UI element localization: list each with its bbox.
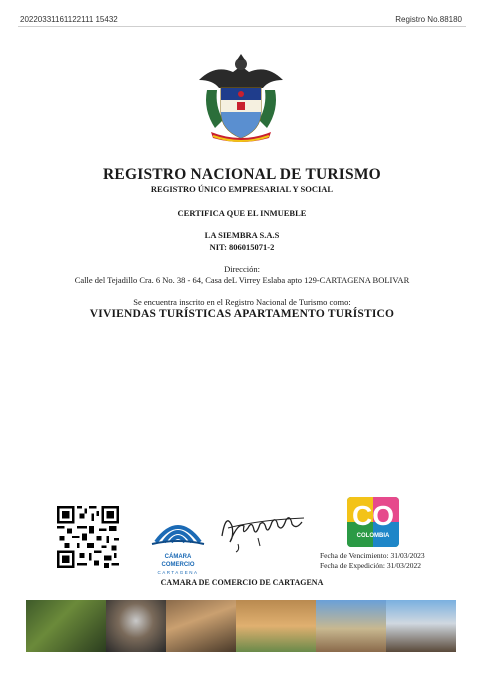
- header-divider: [18, 26, 466, 27]
- category-text: VIVIENDAS TURÍSTICAS APARTAMENTO TURÍSTICO: [89, 308, 395, 320]
- photo-people: [166, 600, 236, 652]
- coat-of-arms-icon: [193, 50, 289, 146]
- photo-tepui: [386, 600, 456, 652]
- camara-arcs-icon: [148, 510, 208, 548]
- co-subtext: COLOMBIA: [356, 533, 390, 539]
- nit-number: NIT: 806015071-2: [209, 242, 275, 252]
- camara-line1: CÁMARA COMERCIO: [161, 554, 195, 568]
- co-text: CO: [352, 500, 394, 531]
- company-name: LA SIEMBRA S.A.S: [204, 230, 280, 240]
- address-label: Dirección:: [224, 264, 260, 274]
- camara-comercio-logo: [148, 510, 208, 575]
- signature-icon: [218, 506, 308, 554]
- camara-line2: CARTAGENA: [157, 570, 199, 575]
- address-text: Calle del Tejadillo Cra. 6 No. 38 - 64, Casa deL Virrey Eslaba apto 129-CARTAGENA BOLIVAR: [74, 275, 410, 285]
- document-code: 20220331161122111 15432: [20, 15, 118, 24]
- document-subtitle: REGISTRO ÚNICO EMPRESARIAL Y SOCIAL: [150, 184, 334, 194]
- registro-number: Registro No.88180: [395, 15, 462, 24]
- chamber-footer-text: CAMARA DE COMERCIO DE CARTAGENA: [160, 578, 324, 587]
- photo-cathedral: [316, 600, 386, 652]
- qr-code-icon[interactable]: [57, 506, 119, 568]
- issue-date: Fecha de Expedición: 31/03/2022: [320, 561, 422, 570]
- expiry-date: Fecha de Vencimiento: 31/03/2023: [320, 551, 425, 560]
- inscribed-text: Se encuentra inscrito en el Registro Nacional de Turismo como:: [133, 297, 351, 307]
- photo-condor: [106, 600, 166, 652]
- photo-colonial-street: [236, 600, 316, 652]
- certifica-text: CERTIFICA QUE EL INMUEBLE: [177, 208, 307, 218]
- document-title: REGISTRO NACIONAL DE TURISMO: [103, 166, 381, 183]
- tourism-photo-strip: [26, 600, 456, 652]
- photo-jungle: [26, 600, 106, 652]
- colombia-co-logo: [347, 497, 399, 547]
